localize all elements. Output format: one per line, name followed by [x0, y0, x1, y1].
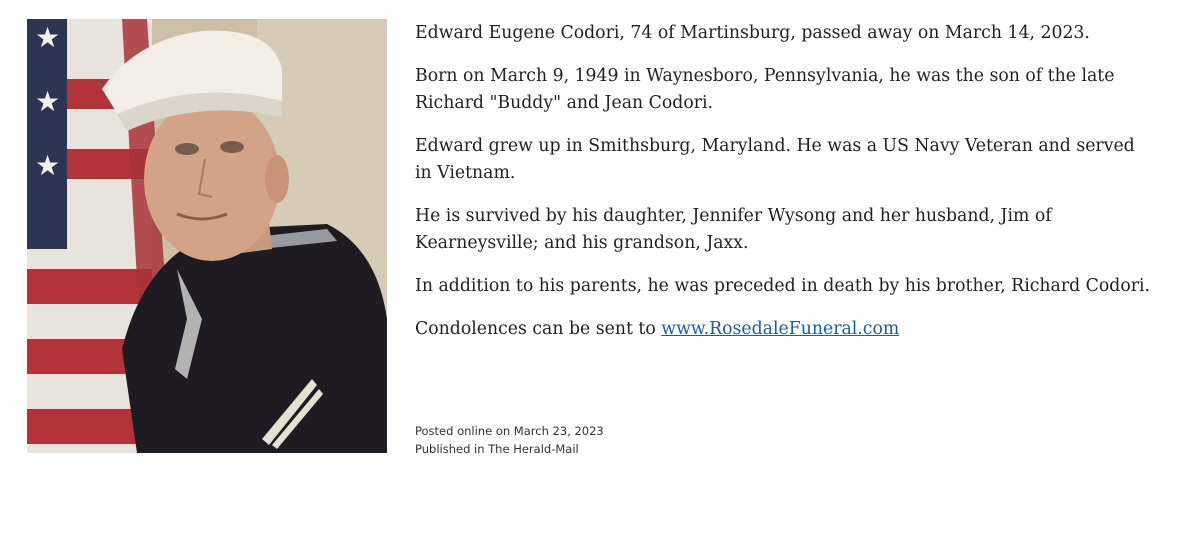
sailor-portrait-image — [27, 19, 387, 453]
publication-meta — [415, 422, 604, 458]
published-source: Published in The Herald-Mail — [415, 442, 579, 456]
funeral-home-link[interactable]: www.RosedaleFuneral.com — [661, 319, 900, 339]
condolences-prefix: Condolences can be sent to — [415, 319, 662, 339]
obituary-paragraph-birth: Born on March 9, 1949 in Waynesboro, Pennsylvania, he was the son of the late Richard "Buddy" and Jean Codori. — [415, 66, 1115, 113]
obituary-paragraph-death: Edward Eugene Codori, 74 of Martinsburg, passed away on March 14, 2023. — [415, 23, 1090, 43]
obituary-paragraph-preceded: In addition to his parents, he was preceded in death by his brother, Richard Codori. — [415, 276, 1151, 296]
obituary-paragraph-survivors: He is survived by his daughter, Jennifer Wysong and her husband, Jim of Kearneysville; and his grandson, Jaxx. — [415, 206, 1052, 253]
svg-text:★: ★ — [35, 149, 61, 182]
obituary-text — [415, 20, 1155, 359]
obituary-photo — [27, 19, 387, 453]
obituary-paragraph-service: Edward grew up in Smithsburg, Maryland. He was a US Navy Veteran and served in Vietnam. — [415, 136, 1135, 183]
svg-text:★: ★ — [35, 85, 61, 118]
posted-date: Posted online on March 23, 2023 — [415, 424, 604, 438]
obituary-paragraph-condolences — [415, 316, 1155, 343]
svg-text:★: ★ — [35, 21, 61, 54]
